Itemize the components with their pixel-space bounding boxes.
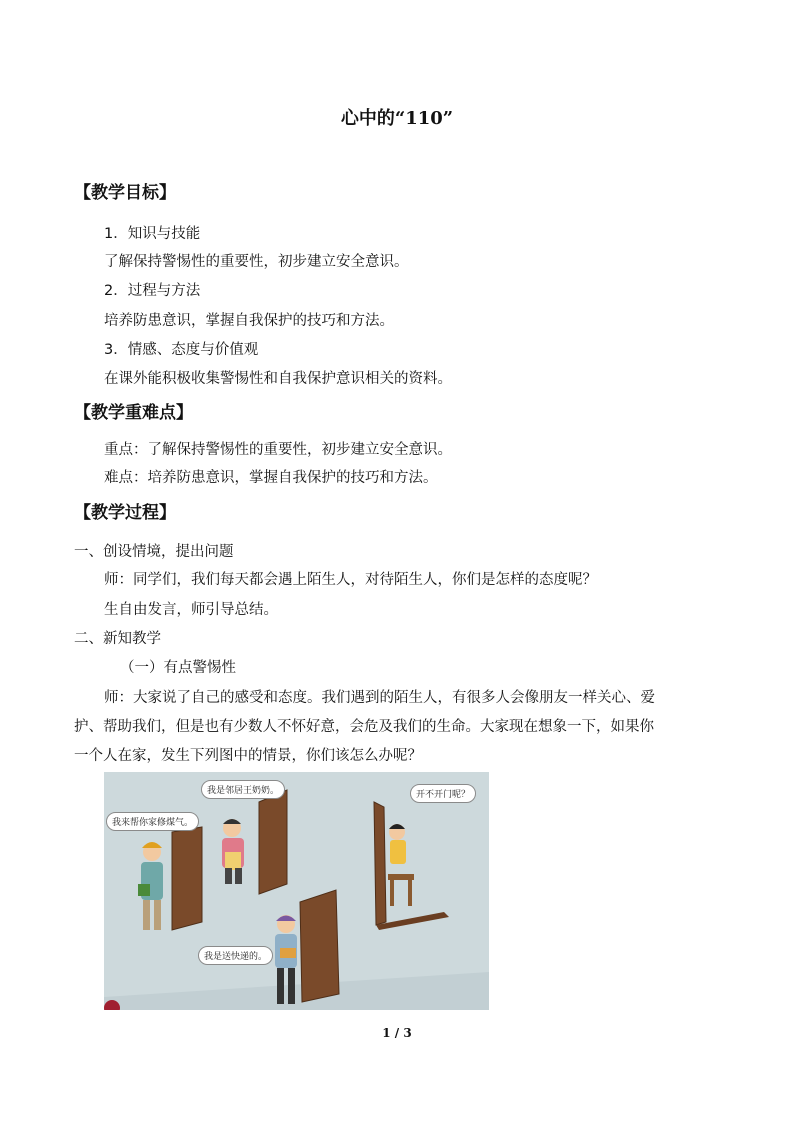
speech-bubble: 我来帮你家修煤气。	[106, 812, 199, 831]
text-line: 2．过程与方法	[104, 283, 201, 299]
text-line: 培养防患意识，掌握自我保护的技巧和方法。	[104, 313, 394, 329]
text-line: 在课外能积极收集警惕性和自我保护意识相关的资料。	[104, 371, 452, 387]
text-line: 护、帮助我们，但是也有少数人不怀好意，会危及我们的生命。大家现在想象一下，如果你	[74, 719, 654, 735]
page-number: 1 / 3	[382, 1026, 412, 1040]
illustration-strangers-at-door	[104, 772, 489, 1010]
text-line: 3．情感、态度与价值观	[104, 342, 259, 358]
page-title: 心中的“110”	[340, 108, 454, 129]
section-heading-process: 【教学过程】	[74, 503, 176, 523]
text-line: 1．知识与技能	[104, 226, 201, 242]
text-line: 生自由发言，师引导总结。	[104, 602, 278, 618]
section-heading-goals: 【教学目标】	[74, 183, 176, 203]
speech-bubble: 我是送快递的。	[198, 946, 273, 965]
text-line: 重点：了解保持警惕性的重要性，初步建立安全意识。	[104, 442, 452, 458]
speech-bubble: 开不开门呢？	[410, 784, 476, 803]
section-heading-key-points: 【教学重难点】	[74, 403, 193, 423]
text-line: 了解保持警惕性的重要性，初步建立安全意识。	[104, 254, 409, 270]
text-line: 二、新知教学	[74, 631, 161, 647]
speech-bubble: 我是邻居王奶奶。	[201, 780, 285, 799]
text-line: （一）有点警惕性	[120, 660, 236, 676]
text-line: 一、创设情境，提出问题	[74, 544, 234, 560]
text-line: 一个人在家，发生下列图中的情景，你们该怎么办呢？	[74, 748, 422, 764]
illustration-drawing	[104, 772, 489, 1010]
text-line: 师：大家说了自己的感受和态度。我们遇到的陌生人，有很多人会像朋友一样关心、爱	[104, 690, 655, 706]
text-line: 师：同学们，我们每天都会遇上陌生人，对待陌生人，你们是怎样的态度呢？	[104, 572, 597, 588]
text-line: 难点：培养防患意识，掌握自我保护的技巧和方法。	[104, 470, 438, 486]
